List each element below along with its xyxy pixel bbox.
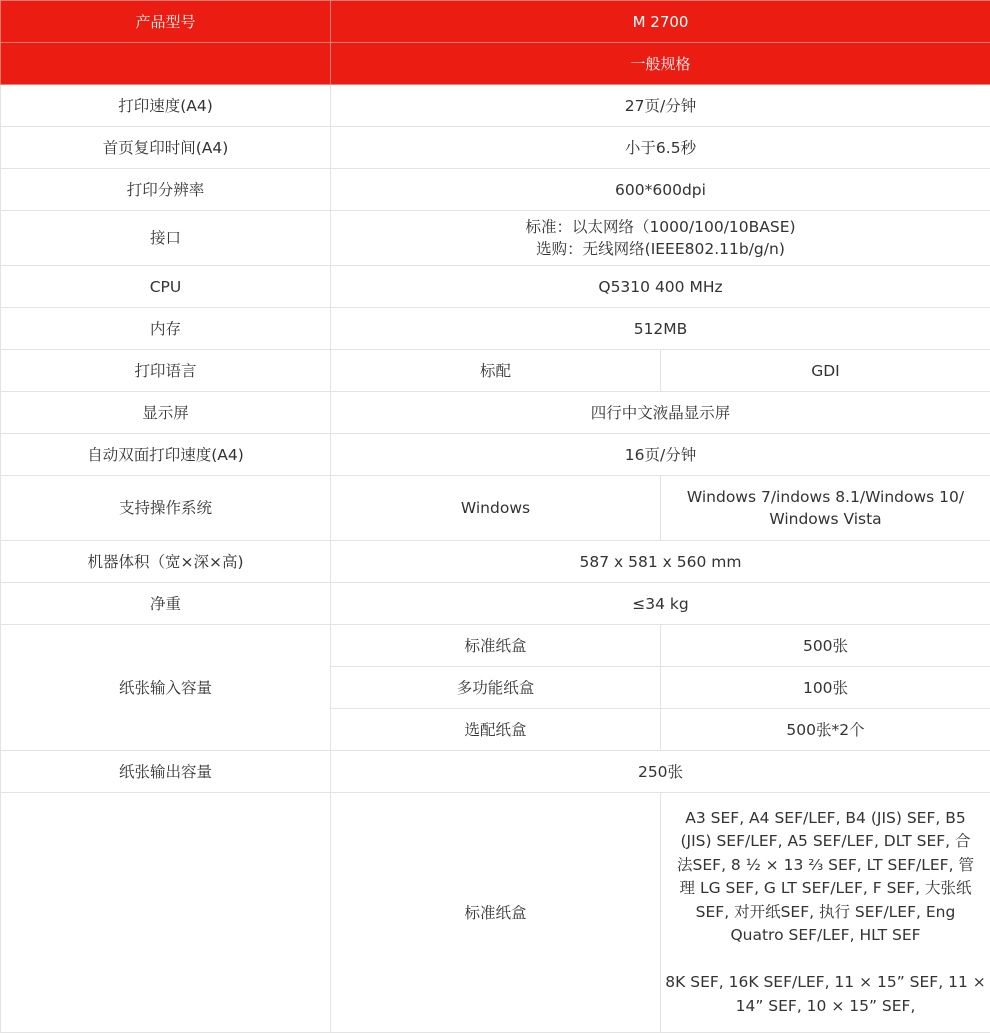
table-row xyxy=(1,625,990,667)
row-subcategory: 标准纸盒 xyxy=(331,793,661,1033)
table-row xyxy=(1,476,990,541)
table-row xyxy=(1,793,990,1033)
os-list-line-1: Windows 7/indows 8.1/Windows 10/ xyxy=(665,486,986,508)
row-label: 首页复印时间(A4) xyxy=(1,127,331,169)
row-value: Q5310 400 MHz xyxy=(331,266,990,308)
paper-size-line: (JIS) SEF/LEF, A5 SEF/LEF, DLT SEF, 合 xyxy=(665,830,986,854)
row-label: 机器体积（宽×深×高) xyxy=(1,541,331,583)
row-value: 100张 xyxy=(661,667,990,709)
row-value: 四行中文液晶显示屏 xyxy=(331,392,990,434)
model-name: M 2700 xyxy=(331,1,990,43)
paper-size-spacer xyxy=(665,948,986,972)
paper-size-line: A3 SEF, A4 SEF/LEF, B4 (JIS) SEF, B5 xyxy=(665,807,986,831)
row-value: 27页/分钟 xyxy=(331,85,990,127)
table-row xyxy=(1,583,990,625)
paper-size-line: 14” SEF, 10 × 15” SEF, xyxy=(665,995,986,1019)
row-label: 纸张输出容量 xyxy=(1,751,331,793)
row-label: 自动双面打印速度(A4) xyxy=(1,434,331,476)
table-row xyxy=(1,751,990,793)
row-subcategory: 标配 xyxy=(331,350,661,392)
row-value: ≤34 kg xyxy=(331,583,990,625)
row-value: 600*600dpi xyxy=(331,169,990,211)
row-label: 接口 xyxy=(1,211,331,266)
table-row xyxy=(1,392,990,434)
row-label: CPU xyxy=(1,266,331,308)
header-row-model xyxy=(1,1,990,43)
os-list-line-2: Windows Vista xyxy=(665,508,986,530)
paper-size-line: 理 LG SEF, G LT SEF/LEF, F SEF, 大张纸 xyxy=(665,877,986,901)
row-value: 500张*2个 xyxy=(661,709,990,751)
row-value: 16页/分钟 xyxy=(331,434,990,476)
row-subcategory: 标准纸盒 xyxy=(331,625,661,667)
row-value: 512MB xyxy=(331,308,990,350)
table-row xyxy=(1,85,990,127)
table-row xyxy=(1,434,990,476)
header-row-section xyxy=(1,43,990,85)
table-row xyxy=(1,127,990,169)
paper-size-line: SEF, 对开纸SEF, 执行 SEF/LEF, Eng xyxy=(665,901,986,925)
paper-size-line: 8K SEF, 16K SEF/LEF, 11 × 15” SEF, 11 × xyxy=(665,971,986,995)
row-label: 打印分辨率 xyxy=(1,169,331,211)
row-subcategory: 选配纸盒 xyxy=(331,709,661,751)
table-row xyxy=(1,350,990,392)
row-label xyxy=(1,793,331,1033)
row-value: 587 x 581 x 560 mm xyxy=(331,541,990,583)
header-label-cell: 产品型号 xyxy=(1,1,331,43)
interface-optional: 选购：无线网络(IEEE802.11b/g/n) xyxy=(335,238,986,260)
row-subcategory: 多功能纸盒 xyxy=(331,667,661,709)
row-subcategory: Windows xyxy=(331,476,661,541)
row-label: 打印语言 xyxy=(1,350,331,392)
row-value: 250张 xyxy=(331,751,990,793)
interface-standard: 标准：以太网络（1000/100/10BASE) xyxy=(335,216,986,238)
row-label: 打印速度(A4) xyxy=(1,85,331,127)
table-row xyxy=(1,541,990,583)
table-row xyxy=(1,266,990,308)
table-row xyxy=(1,211,990,266)
table-row xyxy=(1,169,990,211)
row-label: 内存 xyxy=(1,308,331,350)
header-empty-cell xyxy=(1,43,331,85)
row-value: 小于6.5秒 xyxy=(331,127,990,169)
row-value xyxy=(661,793,990,1033)
row-value: GDI xyxy=(661,350,990,392)
row-label: 净重 xyxy=(1,583,331,625)
section-title: 一般规格 xyxy=(331,43,990,85)
row-label: 显示屏 xyxy=(1,392,331,434)
table-row xyxy=(1,308,990,350)
paper-size-line: 法SEF, 8 ½ × 13 ⅔ SEF, LT SEF/LEF, 管 xyxy=(665,854,986,878)
row-value: 500张 xyxy=(661,625,990,667)
row-value xyxy=(331,211,990,266)
paper-size-line: Quatro SEF/LEF, HLT SEF xyxy=(665,924,986,948)
row-value xyxy=(661,476,990,541)
row-label: 纸张输入容量 xyxy=(1,625,331,751)
row-label: 支持操作系统 xyxy=(1,476,331,541)
